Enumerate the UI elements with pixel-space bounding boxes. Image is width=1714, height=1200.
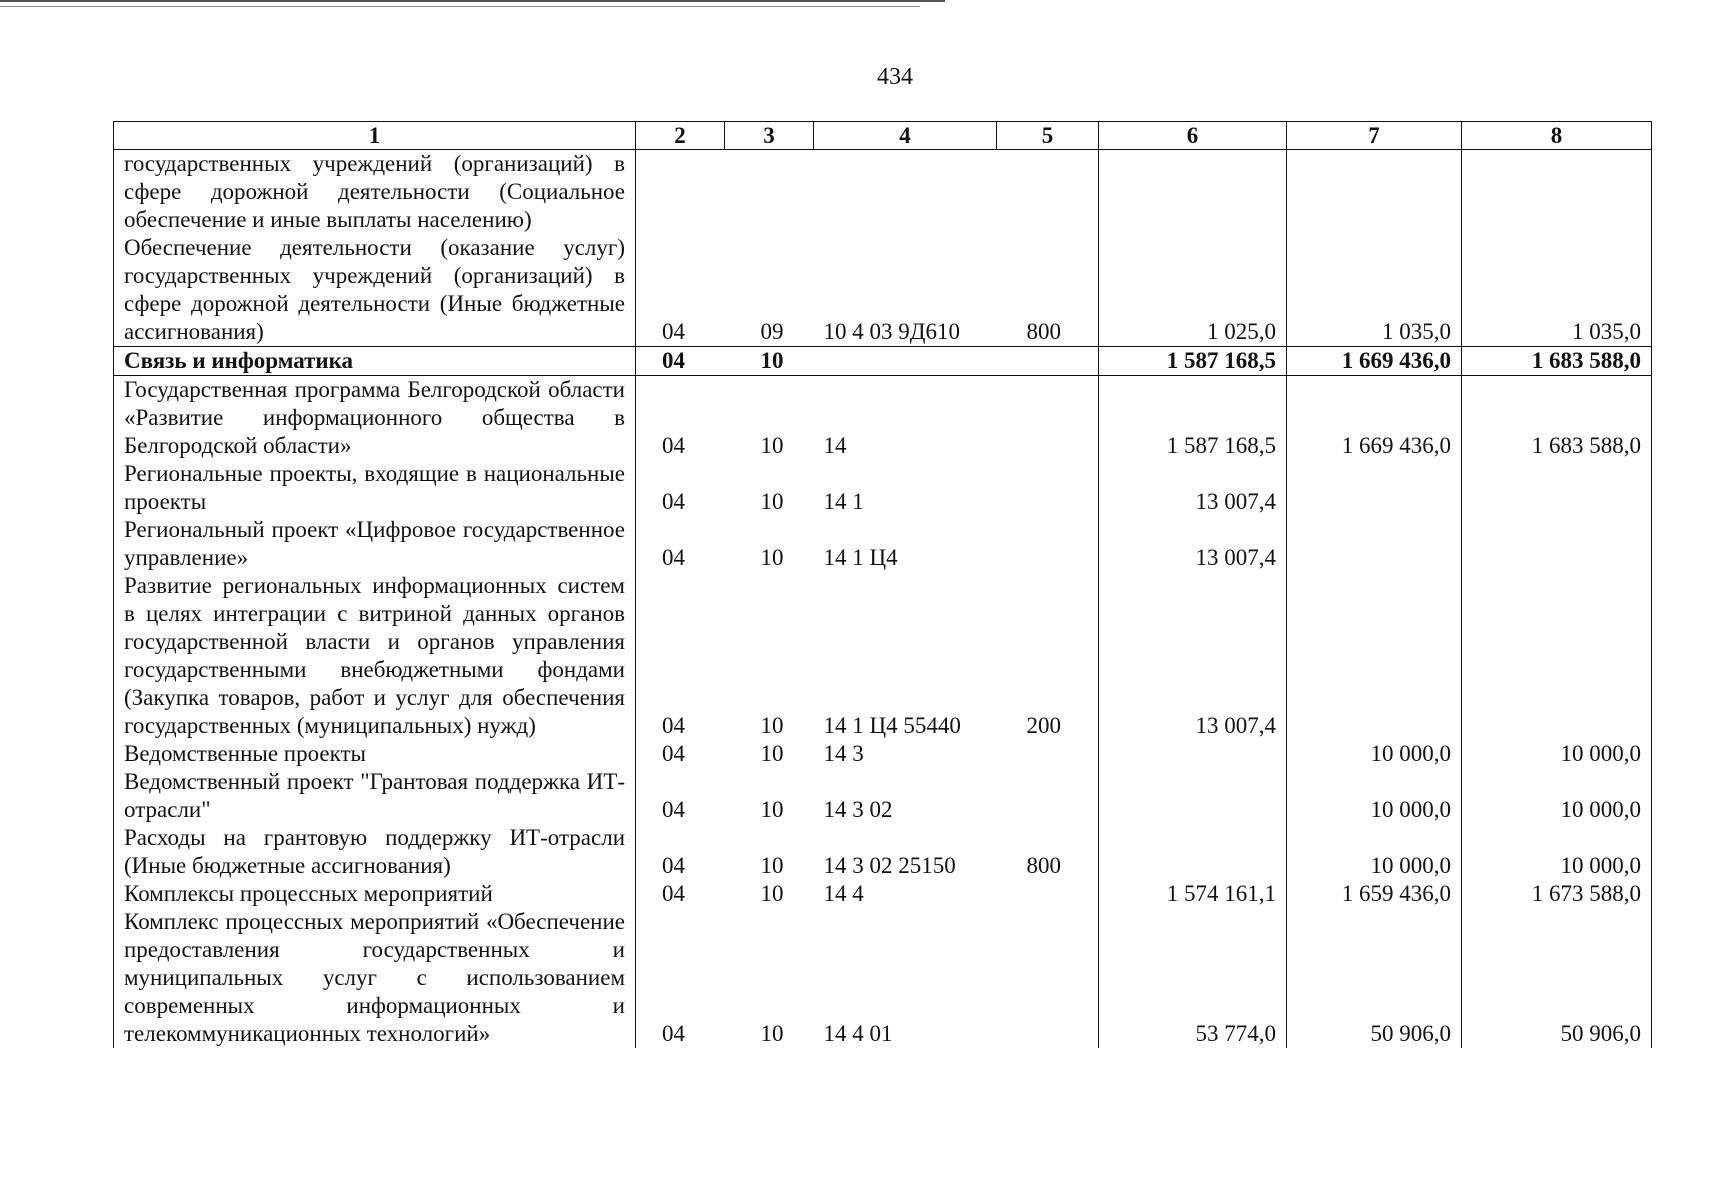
row-name: Региональные проекты, входящие в национальные проекты — [114, 460, 636, 516]
page-number: 434 — [877, 64, 913, 90]
row-expense-type — [997, 768, 1099, 824]
row-amount-col7: 10 000,0 — [1287, 768, 1462, 824]
row-amount-col8 — [1462, 572, 1652, 740]
row-amount-col7: 10 000,0 — [1287, 740, 1462, 768]
row-amount-col7: 50 906,0 — [1287, 908, 1462, 1048]
row-section: 04 — [636, 347, 725, 376]
row-expense-type: 200 — [997, 572, 1099, 740]
row-amount-col6: 13 007,4 — [1099, 460, 1287, 516]
header-col-2: 2 — [636, 122, 725, 150]
row-amount-col6: 13 007,4 — [1099, 572, 1287, 740]
table-row — [114, 880, 1652, 908]
row-amount-col8 — [1462, 460, 1652, 516]
table-body — [114, 150, 1652, 1049]
row-expense-type — [997, 516, 1099, 572]
row-name: Комплекс процессных мероприятий «Обеспечение предоставления государственных и муниципальных услуг с использованием современных информационных и телекоммуникационных технологий» — [114, 908, 636, 1048]
table-row — [114, 460, 1652, 516]
row-amount-col7 — [1287, 150, 1462, 235]
row-target-article: 14 3 02 25150 — [823, 853, 956, 878]
header-col-6: 6 — [1099, 122, 1287, 150]
row-amount-col8: 10 000,0 — [1462, 740, 1652, 768]
row-expense-type: 800 — [997, 234, 1099, 347]
table-row — [114, 740, 1652, 768]
row-target-article: 14 1 — [823, 489, 864, 514]
row-name: Связь и информатика — [114, 347, 636, 376]
row-amount-col8 — [1462, 516, 1652, 572]
header-col-8: 8 — [1462, 122, 1652, 150]
row-name: Государственная программа Белгородской области «Развитие информационного общества в Белгородской области» — [114, 376, 636, 461]
row-amount-col8: 50 906,0 — [1462, 908, 1652, 1048]
row-section: 04 — [636, 824, 725, 880]
row-amount-col7: 1 669 436,0 — [1287, 376, 1462, 461]
row-name: Ведомственный проект "Грантовая поддержка ИТ-отрасли" — [114, 768, 636, 824]
table-row — [114, 376, 1652, 461]
row-section: 04 — [636, 516, 725, 572]
header-col-7: 7 — [1287, 122, 1462, 150]
row-amount-col6 — [1099, 150, 1287, 235]
row-name: Комплексы процессных мероприятий — [114, 880, 636, 908]
budget-table — [113, 121, 1652, 1048]
row-expense-type — [997, 740, 1099, 768]
table-row — [114, 768, 1652, 824]
row-amount-col6: 53 774,0 — [1099, 908, 1287, 1048]
header-col-1: 1 — [114, 122, 636, 150]
header-col-5: 5 — [997, 122, 1099, 150]
scan-edge-line — [0, 0, 945, 2]
row-subsection: 10 — [760, 489, 784, 514]
row-name: Ведомственные проекты — [114, 740, 636, 768]
row-section: 04 — [636, 572, 725, 740]
row-amount-col7 — [1287, 460, 1462, 516]
row-section: 04 — [636, 234, 725, 347]
row-section: 04 — [636, 376, 725, 461]
row-amount-col7: 10 000,0 — [1287, 824, 1462, 880]
table-row — [114, 572, 1652, 740]
row-expense-type — [997, 376, 1099, 461]
row-expense-type — [997, 150, 1099, 235]
row-expense-type — [997, 460, 1099, 516]
row-expense-type — [997, 880, 1099, 908]
row-amount-col8: 10 000,0 — [1462, 768, 1652, 824]
row-amount-col6 — [1099, 740, 1287, 768]
row-name: государственных учреждений (организаций) в сфере дорожной деятельности (Социальное обеспечение и иные выплаты населению) — [114, 150, 636, 235]
scan-edge-line-2 — [0, 6, 920, 7]
row-subsection: 10 — [760, 797, 784, 822]
row-name: Развитие региональных информационных систем в целях интеграции с витриной данных органов государственной власти и органов управления государственными внебюджетными фондами (Закупка товаров, работ и услуг для обеспечения государственных (муниципальных) нужд) — [114, 572, 636, 740]
row-amount-col6: 1 587 168,5 — [1099, 376, 1287, 461]
row-amount-col8: 10 000,0 — [1462, 824, 1652, 880]
row-amount-col6: 1 587 168,5 — [1099, 347, 1287, 376]
row-subsection: 10 — [760, 433, 784, 458]
row-amount-col6 — [1099, 768, 1287, 824]
row-amount-col8: 1 683 588,0 — [1462, 376, 1652, 461]
row-amount-col6: 13 007,4 — [1099, 516, 1287, 572]
table-row — [114, 516, 1652, 572]
header-col-3: 3 — [725, 122, 814, 150]
row-subsection: 10 — [760, 545, 784, 570]
table-row — [114, 824, 1652, 880]
row-target-article: 14 3 — [823, 741, 864, 766]
row-name: Расходы на грантовую поддержку ИТ-отрасли (Иные бюджетные ассигнования) — [114, 824, 636, 880]
row-subsection: 10 — [725, 347, 814, 376]
row-expense-type: 800 — [997, 824, 1099, 880]
row-subsection: 10 — [760, 741, 784, 766]
table-row — [114, 908, 1652, 1048]
row-target-article: 14 — [823, 433, 847, 458]
row-section: 04 — [636, 768, 725, 824]
header-col-4: 4 — [814, 122, 997, 150]
row-subsection — [725, 150, 814, 235]
row-target-article: 14 1 Ц4 — [823, 545, 898, 570]
row-amount-col6 — [1099, 824, 1287, 880]
row-amount-col8: 1 673 588,0 — [1462, 880, 1652, 908]
row-target-article: 14 4 01 — [823, 1021, 893, 1046]
row-target-article — [814, 347, 997, 376]
row-amount-col6: 1 025,0 — [1099, 234, 1287, 347]
row-amount-col7: 1 659 436,0 — [1287, 880, 1462, 908]
table-row — [114, 150, 1652, 235]
row-amount-col6: 1 574 161,1 — [1099, 880, 1287, 908]
table-row — [114, 347, 1652, 376]
row-subsection: 10 — [760, 713, 784, 738]
row-amount-col8: 1 035,0 — [1462, 234, 1652, 347]
row-target-article: 14 4 — [823, 881, 864, 906]
row-target-article: 14 1 Ц4 55440 — [823, 713, 961, 738]
row-expense-type — [997, 347, 1099, 376]
row-subsection: 10 — [760, 853, 784, 878]
row-target-article: 14 3 02 — [823, 797, 893, 822]
row-section: 04 — [636, 460, 725, 516]
row-section: 04 — [636, 880, 725, 908]
row-amount-col7 — [1287, 572, 1462, 740]
row-amount-col7: 1 669 436,0 — [1287, 347, 1462, 376]
row-name: Обеспечение деятельности (оказание услуг) государственных учреждений (организаций) в сфере дорожной деятельности (Иные бюджетные ассигнования) — [114, 234, 636, 347]
row-subsection: 10 — [760, 1021, 784, 1046]
row-subsection: 09 — [760, 319, 784, 344]
row-target-article: 10 4 03 9Д610 — [823, 319, 960, 344]
row-name: Региональный проект «Цифровое государственное управление» — [114, 516, 636, 572]
row-amount-col8: 1 683 588,0 — [1462, 347, 1652, 376]
table-header-row — [114, 122, 1652, 150]
row-amount-col7: 1 035,0 — [1287, 234, 1462, 347]
row-subsection: 10 — [760, 881, 784, 906]
row-section: 04 — [636, 908, 725, 1048]
table-row — [114, 234, 1652, 347]
row-expense-type — [997, 908, 1099, 1048]
row-amount-col8 — [1462, 150, 1652, 235]
row-amount-col7 — [1287, 516, 1462, 572]
row-section — [636, 150, 725, 235]
row-section: 04 — [636, 740, 725, 768]
row-target-article — [814, 150, 997, 235]
